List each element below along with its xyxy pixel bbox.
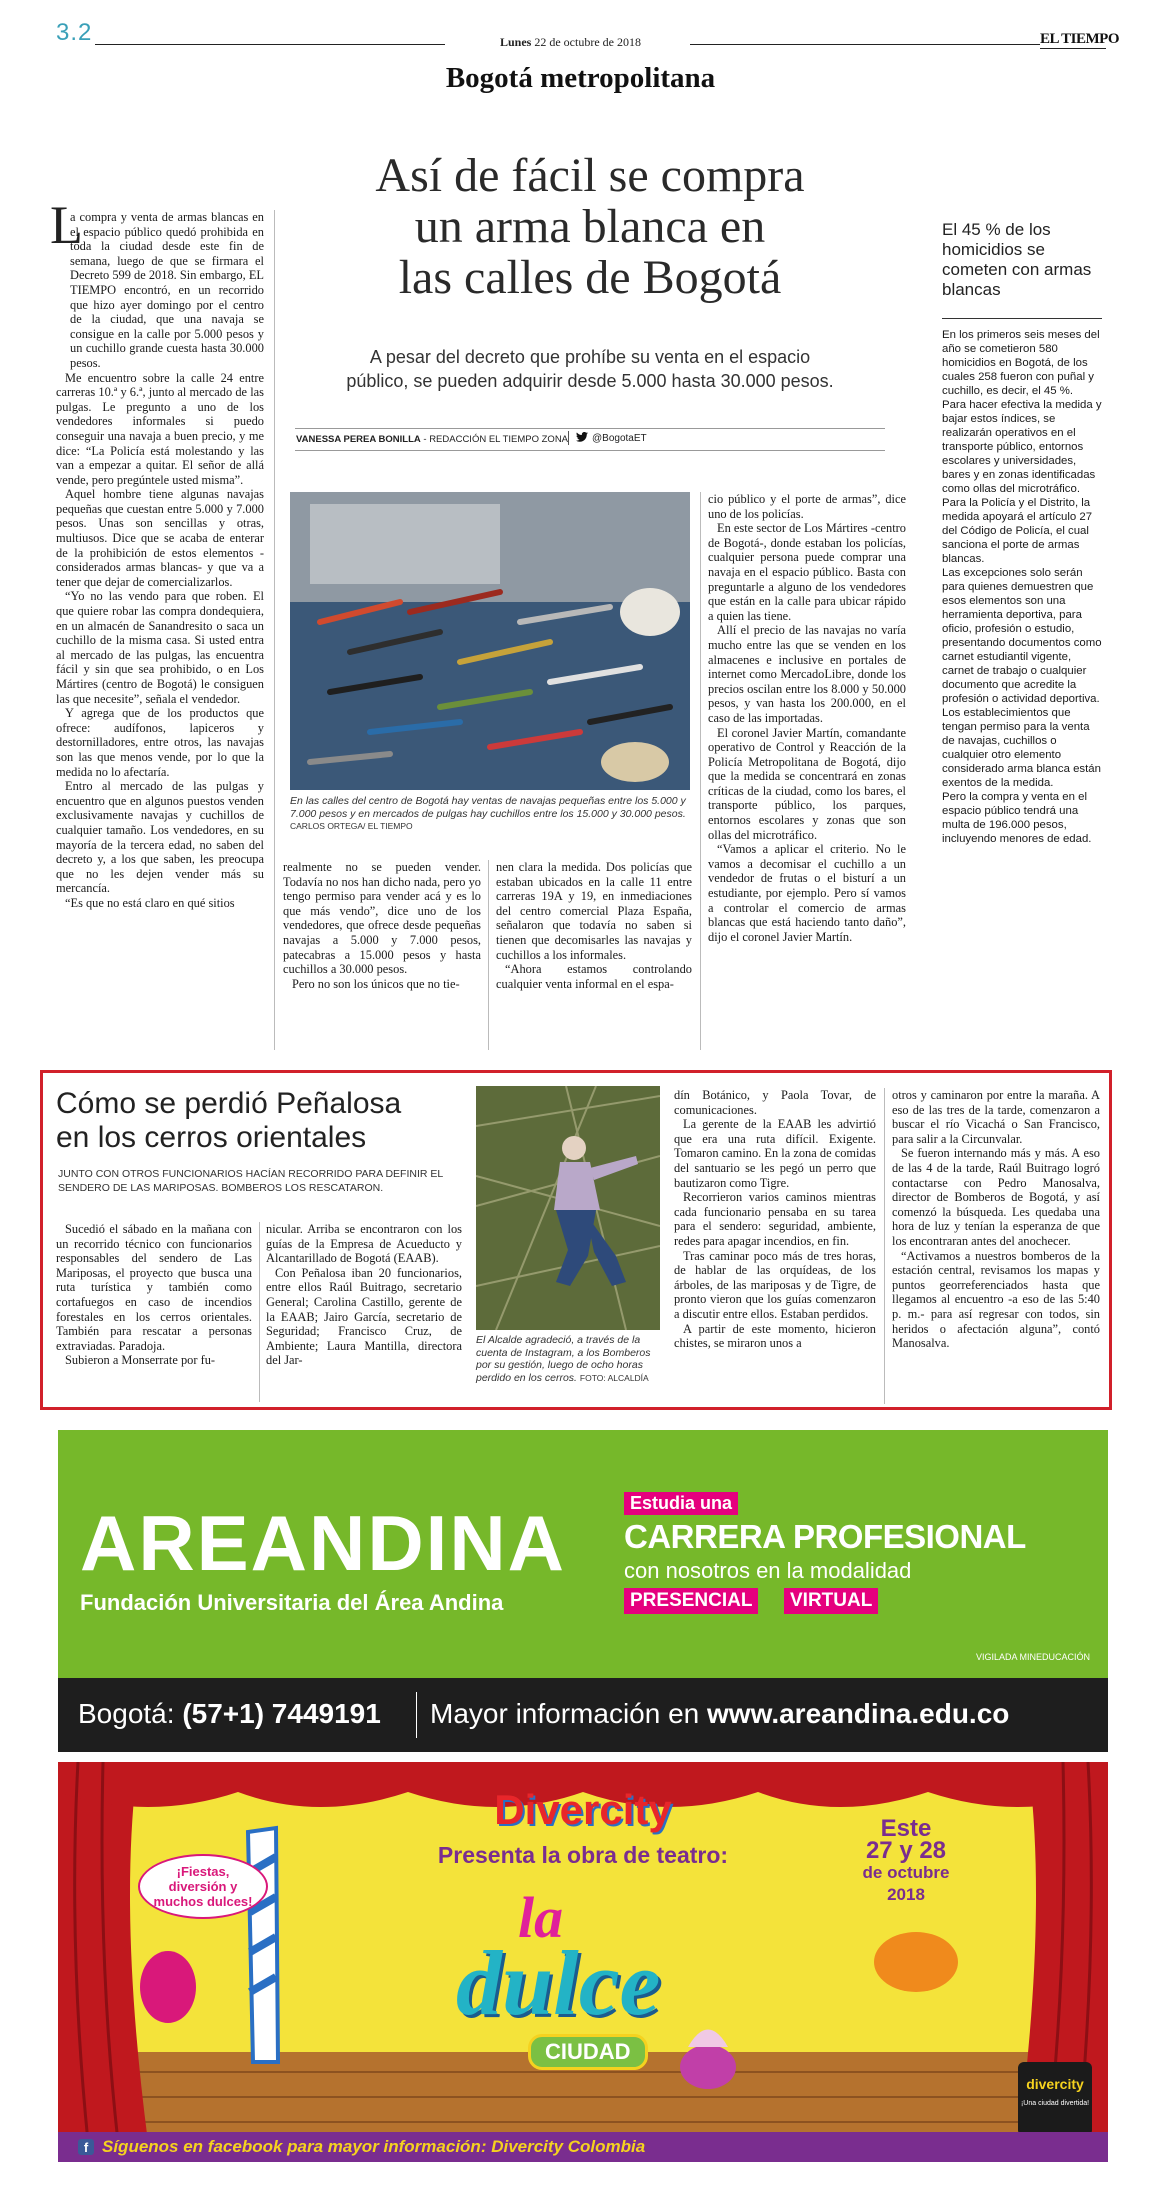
paragraph: nen clara la medida. Dos policías que estaban ubicados en la calle 11 entre carreras 19A y 19, en inmediaciones del centro comercial Plaza España, señalaron que todavía no saben si tienen que decomisarles las navajas y cuchillos a los informales. xyxy=(496,860,692,962)
show-title-ciudad: CIUDAD xyxy=(528,2034,648,2070)
second-column-4 xyxy=(892,1088,1100,1404)
second-headline xyxy=(56,1087,476,1155)
twitter-icon xyxy=(576,432,588,445)
show-title-dulce: dulce xyxy=(456,1932,661,2034)
paragraph: otros y caminaron por entre la maraña. A eso de las tres de la tarde, comenzaron a buscar el río Vicachá o San Francisco, para salir a la Circunvalar. xyxy=(892,1088,1100,1146)
paragraph: “Es que no está claro en qué sitios xyxy=(65,895,235,910)
divercity-bubble: ¡Fiestas, diversión y muchos dulces! xyxy=(138,1854,268,1919)
areandina-modality: con nosotros en la modalidad xyxy=(624,1558,912,1583)
mode-virtual: VIRTUAL xyxy=(784,1588,878,1614)
main-subhead xyxy=(300,345,880,393)
paragraph: Las excepciones solo serán para quienes demuestren que esos elementos son una herramienta deportiva, para oficio, profesión o estudio, presentando documentos como carnet estudiantil vigente, carnet de trabajo o cualquier documento que acredite la profesión o actividad deportiva. xyxy=(942,567,1102,705)
paragraph: Me encuentro sobre la calle 24 entre carreras 10.ª y 6.ª, junto al mercado de las pulgas. Le pregunto a uno de los vendedores informales si puedo conseguir una navaja a buen precio, y me dice: “La Policía está molestando y las van a empezar a quitar. El señor de allá vende, pero pregúntele usted misma”. xyxy=(56,370,264,487)
header-date: Lunes 22 de octubre de 2018 xyxy=(500,35,641,49)
paragraph: Subieron a Monserrate por fu- xyxy=(65,1353,216,1368)
main-photo-caption: En las calles del centro de Bogotá hay ventas de navajas pequeñas entre los 5.000 y 7.000 pesos y en mercados de pulgas hay cuchillos entre los 15.000 y 30.000 pesos. CARLOS ORTEGA/ EL TIEMPO xyxy=(290,795,686,831)
paragraph: cio público y el porte de armas”, dice uno de los policías. xyxy=(708,492,906,521)
paragraph: Para hacer efectiva la medida y bajar estos índices, se realizarán operativos en el transporte público, entornos escolares y universidades, bares y en zonas identificadas como ollas del microtráfico. Para la Policía y el Distrito, la medida apoyará el artículo 27 del Código de Policía, el cual sanciona el porte de armas blancas. xyxy=(942,399,1102,565)
paragraph: Sucedió el sábado en la mañana con un recorrido técnico con funcionarios responsables del sendero de Las Mariposas, el proyecto que busca una ruta turística y también como cortafuegos en caso de incendios forestales en los cerros orientales. También para rescatar a personas extraviadas. Paradoja. xyxy=(56,1222,252,1353)
page-number: 3.2 xyxy=(56,19,93,46)
facebook-icon[interactable]: f xyxy=(78,2139,94,2155)
divercity-ad[interactable] xyxy=(58,1762,1108,2162)
twitter-handle[interactable]: @BogotaET xyxy=(576,432,647,445)
date-line: de octubre xyxy=(862,1863,950,1882)
headline-line: Cómo se perdió Peñalosa xyxy=(56,1087,402,1120)
paragraph: El coronel Javier Martín, comandante operativo de Control y Reacción de la Policía Metropolitana de Bogotá, dijo que la medida se concentrará en zonas críticas de la ciudad, como los bares, el transporte público, los parques, entornos escolares y zonas que son ollas del microtráfico. xyxy=(708,725,906,842)
paragraph: a compra y venta de armas blancas en el espacio público quedó prohibida en toda la ciudad desde este fin de semana, luego de que se firmara el Decreto 599 de 2018. Sin embargo, EL TIEMPO encontró, en un recorrido que hizo ayer domingo por el centro de la ciudad, que una navaja se consigue en la calle por 5.000 pesos y un cuchillo grande cuesta hasta 30.000 pesos. xyxy=(70,210,264,370)
paragraph: Pero no son los únicos que no tie- xyxy=(292,976,460,991)
header-rule-right xyxy=(690,44,1040,45)
paragraph: dín Botánico, y Paola Tovar, de comunicaciones. xyxy=(674,1088,876,1117)
photo-credit: CARLOS ORTEGA/ EL TIEMPO xyxy=(290,821,413,831)
paragraph: Y agrega que de los productos que ofrece: audífonos, lapiceros y destornilladores, entre otros, las navajas son las que menos vende, por lo que la medida no lo afectaría. xyxy=(56,706,264,779)
subhead-line: A pesar del decreto que prohíbe su venta en el espacio xyxy=(369,347,811,367)
sidebar-rule xyxy=(942,318,1102,319)
divercity-dates xyxy=(836,1815,976,1906)
paragraph: Los establecimientos que tengan permiso para la venta de navajas, cuchillos o cualquier otro elemento considerado arma blanca están exentos de la medida. xyxy=(942,707,1101,789)
divercity-brand: Divercity xyxy=(494,1786,672,1833)
main-column-3 xyxy=(496,860,692,1050)
byline-divider xyxy=(568,431,569,445)
headline-line: Así de fácil se compra xyxy=(375,149,805,202)
areandina-web[interactable]: Mayor información en www.areandina.edu.co xyxy=(430,1698,1010,1729)
paragraph: Allí el precio de las navajas no varía mucho entre las que se venden en los almacenes e inclusive en portales de internet como MercadoLibre, donde los precios oscilan entre los 8.000 y 50.000 pesos, y van hasta los 200.000, en el caso de las importadas. xyxy=(708,623,906,725)
divercity-presenta: Presenta la obra de teatro: xyxy=(437,1842,729,1868)
paragraph: realmente no se pueden vender. Todavía no nos han dicho nada, pero yo tengo permiso para vender acá y es lo que más vendo”, dice uno de los vendedores, que ofrece desde pequeñas navajas a 5.000 y 7.000 pesos, patecabras a 15.000 pesos y hasta cuchillos a 30.000 pesos. xyxy=(283,860,481,977)
paragraph: Entro al mercado de las pulgas y encuentro que en algunos puestos venden exclusivamente navajas y cuchillos de cualquier tamaño. Los vendedores, en su mayoría de la tercera edad, no saben del decreto y, a los que saben, les preocupa que no les dejen vender más su mercancía. xyxy=(56,779,264,896)
paragraph: Se fueron internando más y más. A eso de las 4 de la tarde, Raúl Buitrago logró contactarse con Pedro Manosalva, director de Bomberos de Bogotá, y así comenzó la búsqueda. Les quedaba una hora de luz y tenían la esperanza de que los encontraran antes del anochecer. xyxy=(892,1146,1100,1248)
column-divider xyxy=(700,492,701,1050)
byline-bottom-rule xyxy=(295,450,885,451)
date-line: 27 y 28 xyxy=(865,1837,947,1864)
headline-line: en los cerros orientales xyxy=(56,1121,367,1154)
paragraph: “Vamos a aplicar el criterio. No le vamos a decomisar el cuchillo a un vendedor de frutas o el bisturí a un estudiante, por ejemplo. Pero sí vamos a controlar el comercio de armas blancas que está haciendo tanto daño”, dijo el coronel Javier Martín. xyxy=(708,842,906,944)
second-column-1 xyxy=(56,1222,252,1402)
paragraph: “Activamos a nuestros bomberos de la estación central, revisamos los mapas y puntos georreferenciados hasta que llegamos al encuentro -a eso de las 5:40 p. m.- para así regresar con todos, sin heridos o afectación alguna”, contó Manosalva. xyxy=(892,1248,1100,1351)
main-column-2 xyxy=(283,860,481,1050)
dropcap: L xyxy=(50,195,83,255)
paragraph: “Ahora estamos controlando cualquier venta informal en el espa- xyxy=(496,962,692,991)
section-title: Bogotá metropolitana xyxy=(445,62,716,94)
paragraph: Pero la compra y venta en el espacio público tendrá una multa de 196.000 pesos, incluyendo menores de edad. xyxy=(942,791,1092,845)
sidebar-highlight: El 45 % de los homicidios se cometen con armas blancas xyxy=(942,220,1092,299)
knives-photo xyxy=(290,492,690,790)
column-divider xyxy=(488,860,489,1050)
headline-line: las calles de Bogotá xyxy=(398,251,782,304)
headline-line: un arma blanca en xyxy=(414,200,766,253)
areandina-regulator: VIGILADA MINEDUCACIÓN xyxy=(975,1652,1090,1662)
paragraph: Recorrieron varios caminos mientras cada funcionario pensaba en su tarea para el sendero: seguridad, ambiente, redes para apagar incendios, en fin. xyxy=(674,1190,876,1248)
photo-credit: FOTO: ALCALDÍA xyxy=(579,1372,649,1383)
byline-top-rule xyxy=(295,428,885,429)
penalosa-photo xyxy=(476,1086,660,1330)
paragraph: En los primeros seis meses del año se cometieron 580 homicidios en Bogotá, de los cuales 258 fueron con puñal y cuchillo, es decir, el 45 %. xyxy=(942,329,1100,397)
second-column-3 xyxy=(674,1088,876,1404)
penalosa-photo-art xyxy=(476,1086,660,1330)
areandina-career: CARRERA PROFESIONAL xyxy=(624,1518,1026,1555)
second-column-2 xyxy=(266,1222,462,1402)
mode-presencial: PRESENCIAL xyxy=(624,1588,758,1614)
paragraph: Tras caminar poco más de tres horas, de hablar de las orquídeas, de los árboles, de las mariposas y de Tigre, de pronto vieron que los guías comenzaron a discutir entre ellos. Estaban perdidos. xyxy=(674,1248,876,1321)
main-column-1 xyxy=(56,210,264,1050)
areandina-tag-estudia: Estudia una xyxy=(624,1492,738,1515)
areandina-brand: AREANDINA xyxy=(80,1499,566,1587)
paragraph: La gerente de la EAAB les advirtió que era una ruta difícil. Exigente. Tomaron camino. En la zona de comidas del santuario se les pegó un perro que bautizaron como Tigre. xyxy=(674,1117,876,1190)
subhead-line: público, se pueden adquirir desde 5.000 hasta 30.000 pesos. xyxy=(346,371,834,391)
knives-photo-art xyxy=(290,492,690,790)
header-rule-left xyxy=(95,44,445,45)
areandina-foundation: Fundación Universitaria del Área Andina xyxy=(80,1590,504,1615)
areandina-phone[interactable]: Bogotá: (57+1) 7449191 xyxy=(78,1698,381,1729)
sidebar-text xyxy=(942,328,1104,1068)
show-title-la: la xyxy=(518,1885,564,1950)
second-deck: JUNTO CON OTROS FUNCIONARIOS HACÍAN RECORRIDO PARA DEFINIR EL SENDERO DE LAS MARIPOSAS. BOMBEROS LOS RESCATARON. xyxy=(58,1168,443,1194)
paragraph: “Yo no las vendo para que roben. El que quiere robar las compra dondequiera, en un almacén de Sanandresito o saca un cuchillo de la misma casa. Si usted entra al mercado de las pulgas, las encuentra fácil y sin que sea prohibido, o en Los Mártires (centro de Bogotá) le consiguen las que necesite”, señala el vendedor. xyxy=(56,589,264,706)
byline: VANESSA PEREA BONILLA - REDACCIÓN EL TIEMPO ZONA xyxy=(296,434,569,445)
paragraph: Con Peñalosa iban 20 funcionarios, entre ellos Raúl Buitrago, secretario General; Carolina Castillo, gerente de la EAAB; Jairo García, secretario de Seguridad; Francisco Cruz, de Ambiente; Laura Mantilla, directora del Jar- xyxy=(266,1265,462,1368)
contact-divider xyxy=(416,1692,417,1738)
areandina-ad[interactable] xyxy=(58,1430,1108,1752)
second-photo-caption: El Alcalde agradeció, a través de la cuenta de Instagram, a los Bomberos por su gestión, luego de ocho horas perdido en los cerros. FOTO: ALCALDÍA xyxy=(476,1334,651,1384)
date-line: Este xyxy=(880,1815,932,1842)
paragraph: A partir de este momento, hicieron chistes, se miraron unos a xyxy=(674,1321,876,1351)
column-divider xyxy=(884,1088,885,1404)
main-headline xyxy=(290,150,890,303)
masthead: EL TIEMPO xyxy=(1040,31,1119,47)
date-line: 2018 xyxy=(887,1885,925,1904)
divercity-logo: divercity ¡Una ciudad divertida! xyxy=(1018,2062,1092,2136)
column-divider xyxy=(274,210,275,1050)
main-column-4 xyxy=(708,492,906,1050)
column-divider xyxy=(259,1222,260,1402)
paragraph: Aquel hombre tiene algunas navajas pequeñas que cuestan entre 5.000 y 7.000 pesos. Unas son sencillas y otras, multiusos. Dice que se acaba de enterar de la prohibición de estos elementos -considerados armas blancas- y que va a tener que dejar de comercializarlos. xyxy=(56,487,264,589)
paragraph: En este sector de Los Mártires -centro de Bogotá-, donde estaban los policías, cualquier persona puede comprar una navaja en el espacio público. Basta con preguntarle a alguno de los vendedores que están en la calle para ubicar rápido a quien las tiene. xyxy=(708,521,906,623)
divercity-footer: f Síguenos en facebook para mayor información: Divercity Colombia xyxy=(58,2132,1108,2162)
masthead-rule xyxy=(1040,48,1106,49)
paragraph: nicular. Arriba se encontraron con los guías de la Empresa de Acueducto y Alcantarillado de Bogotá (EAAB). xyxy=(266,1222,462,1266)
